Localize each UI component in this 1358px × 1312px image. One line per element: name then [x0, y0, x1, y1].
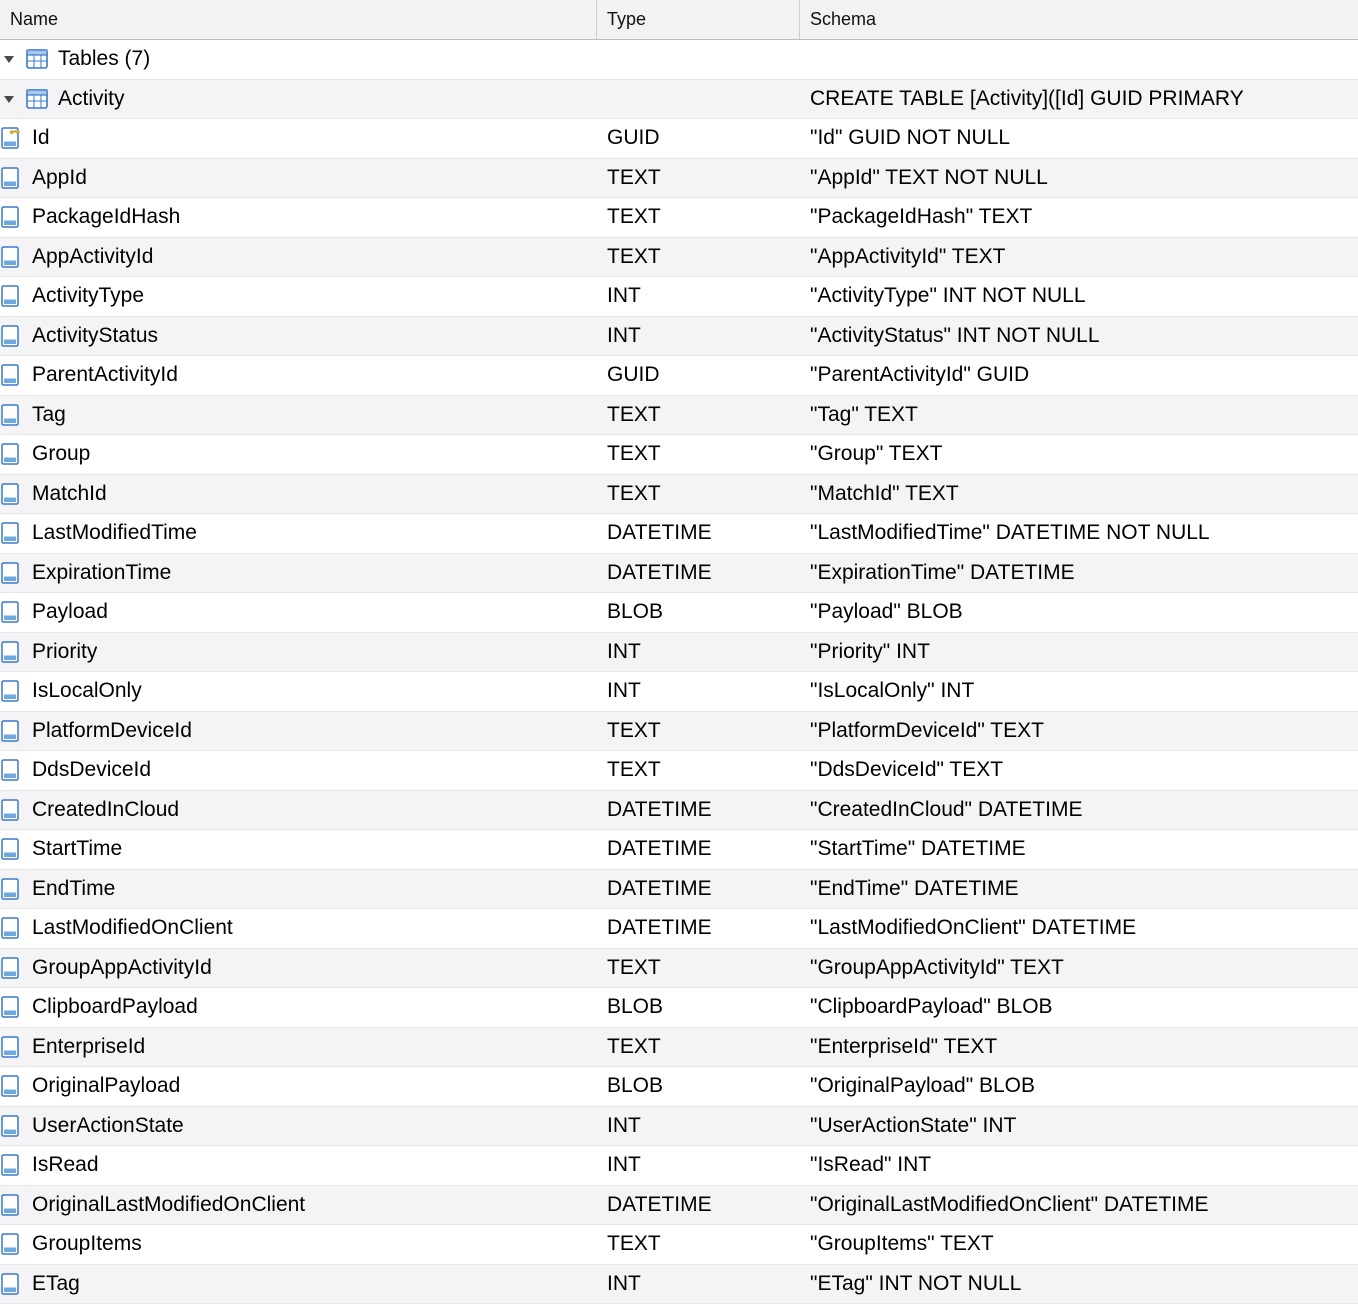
primary-key-column-icon [0, 127, 22, 149]
table-row-name-cell [0, 159, 597, 198]
table-row[interactable] [0, 198, 1358, 238]
table-row-schema-cell [800, 238, 1358, 277]
table-row[interactable] [0, 317, 1358, 357]
column-schema-label: "Group" TEXT [810, 442, 943, 466]
column-name-label: PlatformDeviceId [32, 718, 192, 742]
column-name-label: CreatedInCloud [32, 797, 180, 821]
column-type-label: INT [607, 284, 641, 308]
table-row-name-cell [0, 909, 597, 948]
table-row-type-cell [597, 949, 800, 988]
column-icon [0, 720, 22, 742]
table-row-name-cell [0, 396, 597, 435]
table-row[interactable] [0, 1028, 1358, 1068]
table-row-type-cell [597, 317, 800, 356]
table-row-schema-cell [800, 633, 1358, 672]
table-row-name-cell [0, 870, 597, 909]
column-name-label: AppActivityId [32, 244, 154, 268]
table-row-name-cell [0, 593, 597, 632]
table-row[interactable] [0, 1265, 1358, 1305]
column-type-label: GUID [607, 126, 660, 150]
column-schema-label: "PlatformDeviceId" TEXT [810, 718, 1044, 742]
table-row-schema-cell [800, 593, 1358, 632]
table-row-name-cell [0, 119, 597, 158]
column-icon [0, 364, 22, 386]
table-row-schema-cell [800, 514, 1358, 553]
tree-row-schema-cell [800, 40, 1358, 79]
chevron-down-icon[interactable] [0, 50, 18, 68]
column-header-type-label: Type [607, 9, 647, 29]
column-icon [0, 483, 22, 505]
column-type-label: TEXT [607, 1034, 661, 1058]
column-name-label: ActivityType [32, 284, 145, 308]
column-icon [0, 996, 22, 1018]
column-header-type[interactable] [597, 0, 800, 39]
column-type-label: DATETIME [607, 876, 712, 900]
column-schema-label: "ParentActivityId" GUID [810, 363, 1030, 387]
tree-row-label: Tables (7) [58, 47, 151, 71]
table-row[interactable] [0, 1225, 1358, 1265]
table-icon [26, 88, 48, 110]
table-row-schema-cell [800, 870, 1358, 909]
table-row-type-cell [597, 356, 800, 395]
column-type-label: DATETIME [607, 560, 712, 584]
table-row-schema-cell [800, 949, 1358, 988]
table-row-name-cell [0, 554, 597, 593]
column-schema-label: "ExpirationTime" DATETIME [810, 560, 1075, 584]
table-row-type-cell [597, 870, 800, 909]
column-icon [0, 206, 22, 228]
table-row-schema-cell [800, 1186, 1358, 1225]
column-schema-label: "IsRead" INT [810, 1153, 932, 1177]
table-row-name-cell [0, 751, 597, 790]
table-row-name-cell [0, 1186, 597, 1225]
column-icon [0, 1233, 22, 1255]
table-row-type-cell [597, 672, 800, 711]
table-row-schema-cell [800, 554, 1358, 593]
column-schema-label: "OriginalPayload" BLOB [810, 1074, 1036, 1098]
column-type-label: BLOB [607, 1074, 664, 1098]
column-name-label: IsLocalOnly [32, 679, 142, 703]
column-name-label: LastModifiedTime [32, 521, 197, 545]
table-row-type-cell [597, 277, 800, 316]
table-row[interactable] [0, 238, 1358, 278]
column-schema-label: "StartTime" DATETIME [810, 837, 1026, 861]
column-icon [0, 562, 22, 584]
table-row-type-cell [597, 1186, 800, 1225]
table-row[interactable] [0, 1107, 1358, 1147]
column-schema-label: "IsLocalOnly" INT [810, 679, 975, 703]
column-type-label: INT [607, 679, 641, 703]
column-icon [0, 1075, 22, 1097]
column-name-label: UserActionState [32, 1113, 184, 1137]
table-row-name-cell [0, 356, 597, 395]
table-row-name-cell [0, 1107, 597, 1146]
table-row-name-cell [0, 1067, 597, 1106]
table-row-name-cell [0, 1146, 597, 1185]
column-icon [0, 522, 22, 544]
column-name-label: StartTime [32, 837, 123, 861]
table-row[interactable] [0, 988, 1358, 1028]
column-name-label: LastModifiedOnClient [32, 916, 233, 940]
column-name-label: Tag [32, 402, 66, 426]
column-schema-label: "UserActionState" INT [810, 1113, 1017, 1137]
table-row[interactable] [0, 593, 1358, 633]
column-name-label: Payload [32, 600, 108, 624]
column-schema-label: "DdsDeviceId" TEXT [810, 758, 1004, 782]
column-type-label: INT [607, 1271, 641, 1295]
column-type-label: INT [607, 639, 641, 663]
table-row-type-cell [597, 238, 800, 277]
column-type-label: BLOB [607, 995, 664, 1019]
table-row[interactable] [0, 119, 1358, 159]
column-header-schema[interactable] [800, 0, 1358, 39]
column-name-label: AppId [32, 165, 87, 189]
column-name-label: OriginalLastModifiedOnClient [32, 1192, 306, 1216]
column-icon [0, 285, 22, 307]
table-row-type-cell [597, 1028, 800, 1067]
column-schema-label: "Id" GUID NOT NULL [810, 126, 1011, 150]
column-name-label: DdsDeviceId [32, 758, 152, 782]
table-row-type-cell [597, 396, 800, 435]
column-name-label: Priority [32, 639, 98, 663]
table-row-type-cell [597, 1265, 800, 1304]
column-schema-label: "MatchId" TEXT [810, 481, 959, 505]
column-schema-label: "CreatedInCloud" DATETIME [810, 797, 1083, 821]
table-row-schema-cell [800, 1146, 1358, 1185]
tree-row-tables-group[interactable] [0, 40, 1358, 80]
table-row-type-cell [597, 198, 800, 237]
column-schema-label: "OriginalLastModifiedOnClient" DATETIME [810, 1192, 1209, 1216]
table-row-schema-cell [800, 435, 1358, 474]
column-header-schema-label: Schema [810, 9, 877, 29]
table-row-type-cell [597, 751, 800, 790]
column-type-label: TEXT [607, 1232, 661, 1256]
column-type-label: TEXT [607, 402, 661, 426]
column-type-label: TEXT [607, 244, 661, 268]
table-row-name-cell [0, 633, 597, 672]
table-row-type-cell [597, 1067, 800, 1106]
table-row-name-cell [0, 317, 597, 356]
table-row-schema-cell [800, 396, 1358, 435]
table-row-type-cell [597, 119, 800, 158]
table-row-name-cell [0, 712, 597, 751]
column-type-label: DATETIME [607, 521, 712, 545]
table-row-type-cell [597, 909, 800, 948]
table-row[interactable] [0, 672, 1358, 712]
table-row-name-cell [0, 475, 597, 514]
table-row-name-cell [0, 830, 597, 869]
tree-row-name-cell [0, 40, 597, 79]
column-type-label: TEXT [607, 481, 661, 505]
column-header-name-label: Name [10, 9, 59, 29]
table-row-schema-cell [800, 909, 1358, 948]
column-name-label: GroupAppActivityId [32, 955, 212, 979]
tree-row-name-cell [0, 80, 597, 119]
table-row[interactable] [0, 435, 1358, 475]
column-name-label: Group [32, 442, 91, 466]
table-row[interactable] [0, 751, 1358, 791]
column-schema-label: "GroupAppActivityId" TEXT [810, 955, 1064, 979]
column-name-label: ExpirationTime [32, 560, 172, 584]
column-icon [0, 759, 22, 781]
column-name-label: OriginalPayload [32, 1074, 181, 1098]
table-row[interactable] [0, 949, 1358, 989]
column-schema-label: "GroupItems" TEXT [810, 1232, 994, 1256]
table-row-type-cell [597, 830, 800, 869]
column-icon [0, 443, 22, 465]
table-row[interactable] [0, 791, 1358, 831]
table-row[interactable] [0, 554, 1358, 594]
table-row-schema-cell [800, 1067, 1358, 1106]
table-row-schema-cell [800, 475, 1358, 514]
table-row[interactable] [0, 1186, 1358, 1226]
column-name-label: GroupItems [32, 1232, 142, 1256]
column-icon [0, 246, 22, 268]
tree-row-schema: CREATE TABLE [Activity]([Id] GUID PRIMARY [810, 86, 1244, 110]
table-row[interactable] [0, 1146, 1358, 1186]
column-schema-label: "PackageIdHash" TEXT [810, 205, 1033, 229]
column-name-label: ParentActivityId [32, 363, 178, 387]
column-name-label: ETag [32, 1271, 80, 1295]
column-schema-label: "Tag" TEXT [810, 402, 918, 426]
table-row-schema-cell [800, 1028, 1358, 1067]
table-row-schema-cell [800, 1225, 1358, 1264]
column-icon [0, 917, 22, 939]
chevron-down-icon[interactable] [0, 90, 18, 108]
table-row-type-cell [597, 712, 800, 751]
column-type-label: DATETIME [607, 837, 712, 861]
table-row[interactable] [0, 633, 1358, 673]
table-row[interactable] [0, 712, 1358, 752]
table-row[interactable] [0, 1067, 1358, 1107]
column-schema-label: "ActivityType" INT NOT NULL [810, 284, 1086, 308]
column-icon [0, 838, 22, 860]
column-icon [0, 799, 22, 821]
table-row-type-cell [597, 514, 800, 553]
table-row-schema-cell [800, 751, 1358, 790]
column-schema-label: "ActivityStatus" INT NOT NULL [810, 323, 1100, 347]
table-group-icon [26, 48, 48, 70]
table-row-name-cell [0, 1225, 597, 1264]
column-name-label: PackageIdHash [32, 205, 181, 229]
table-row-type-cell [597, 1225, 800, 1264]
table-row-schema-cell [800, 277, 1358, 316]
column-icon [0, 404, 22, 426]
table-header [0, 0, 1358, 40]
table-row-schema-cell [800, 791, 1358, 830]
column-icon [0, 680, 22, 702]
column-schema-label: "Payload" BLOB [810, 600, 963, 624]
table-row-schema-cell [800, 198, 1358, 237]
table-row-name-cell [0, 435, 597, 474]
column-schema-label: "ClipboardPayload" BLOB [810, 995, 1053, 1019]
tree-row-label: Activity [58, 86, 125, 110]
column-schema-label: "EnterpriseId" TEXT [810, 1034, 998, 1058]
column-name-label: EndTime [32, 876, 116, 900]
column-schema-label: "LastModifiedOnClient" DATETIME [810, 916, 1137, 940]
tree-rows [0, 40, 1358, 1304]
table-row-type-cell [597, 1146, 800, 1185]
table-row-name-cell [0, 238, 597, 277]
table-row-name-cell [0, 1028, 597, 1067]
column-icon [0, 1273, 22, 1295]
column-schema-label: "Priority" INT [810, 639, 930, 663]
column-icon [0, 1036, 22, 1058]
table-row-type-cell [597, 435, 800, 474]
column-name-label: MatchId [32, 481, 107, 505]
table-row-type-cell [597, 791, 800, 830]
column-name-label: ActivityStatus [32, 323, 159, 347]
table-row-name-cell [0, 277, 597, 316]
column-icon [0, 957, 22, 979]
table-row-schema-cell [800, 317, 1358, 356]
table-row-name-cell [0, 791, 597, 830]
column-icon [0, 325, 22, 347]
column-schema-label: "AppActivityId" TEXT [810, 244, 1006, 268]
tree-row-table-activity[interactable] [0, 80, 1358, 120]
tree-row-type-cell [597, 40, 800, 79]
table-row[interactable] [0, 475, 1358, 515]
column-icon [0, 167, 22, 189]
table-row-type-cell [597, 554, 800, 593]
table-row-type-cell [597, 475, 800, 514]
column-type-label: INT [607, 1113, 641, 1137]
tree-row-type-cell [597, 80, 800, 119]
table-row[interactable] [0, 356, 1358, 396]
column-type-label: TEXT [607, 955, 661, 979]
column-name-label: Id [32, 126, 50, 150]
column-type-label: INT [607, 323, 641, 347]
table-row-name-cell [0, 988, 597, 1027]
column-icon [0, 878, 22, 900]
table-row-name-cell [0, 514, 597, 553]
table-row-name-cell [0, 672, 597, 711]
table-row-schema-cell [800, 356, 1358, 395]
table-row[interactable] [0, 277, 1358, 317]
column-schema-label: "EndTime" DATETIME [810, 876, 1019, 900]
column-type-label: BLOB [607, 600, 664, 624]
column-type-label: TEXT [607, 442, 661, 466]
column-type-label: TEXT [607, 205, 661, 229]
table-row-schema-cell [800, 1107, 1358, 1146]
column-type-label: DATETIME [607, 916, 712, 940]
column-icon [0, 1154, 22, 1176]
column-type-label: TEXT [607, 718, 661, 742]
table-row-schema-cell [800, 1265, 1358, 1304]
table-row-schema-cell [800, 988, 1358, 1027]
table-row-schema-cell [800, 712, 1358, 751]
column-type-label: GUID [607, 363, 660, 387]
column-header-name[interactable] [0, 0, 597, 39]
table-row[interactable] [0, 830, 1358, 870]
column-type-label: INT [607, 1153, 641, 1177]
table-row-schema-cell [800, 159, 1358, 198]
table-row-schema-cell [800, 672, 1358, 711]
column-type-label: DATETIME [607, 797, 712, 821]
column-icon [0, 601, 22, 623]
column-name-label: IsRead [32, 1153, 99, 1177]
table-row[interactable] [0, 396, 1358, 436]
table-row-name-cell [0, 949, 597, 988]
table-row[interactable] [0, 159, 1358, 199]
table-row[interactable] [0, 870, 1358, 910]
column-type-label: DATETIME [607, 1192, 712, 1216]
table-row-schema-cell [800, 830, 1358, 869]
column-icon [0, 1194, 22, 1216]
table-row-name-cell [0, 1265, 597, 1304]
table-row-type-cell [597, 159, 800, 198]
column-schema-label: "LastModifiedTime" DATETIME NOT NULL [810, 521, 1210, 545]
column-name-label: EnterpriseId [32, 1034, 146, 1058]
table-row-name-cell [0, 198, 597, 237]
table-row-type-cell [597, 1107, 800, 1146]
column-schema-label: "ETag" INT NOT NULL [810, 1271, 1022, 1295]
column-type-label: TEXT [607, 758, 661, 782]
column-icon [0, 641, 22, 663]
column-icon [0, 1115, 22, 1137]
table-row-type-cell [597, 633, 800, 672]
column-type-label: TEXT [607, 165, 661, 189]
column-name-label: ClipboardPayload [32, 995, 198, 1019]
table-row-type-cell [597, 593, 800, 632]
column-schema-label: "AppId" TEXT NOT NULL [810, 165, 1048, 189]
table-row[interactable] [0, 909, 1358, 949]
table-row-schema-cell [800, 119, 1358, 158]
table-row[interactable] [0, 514, 1358, 554]
tree-row-schema-cell [800, 80, 1358, 119]
table-row-type-cell [597, 988, 800, 1027]
